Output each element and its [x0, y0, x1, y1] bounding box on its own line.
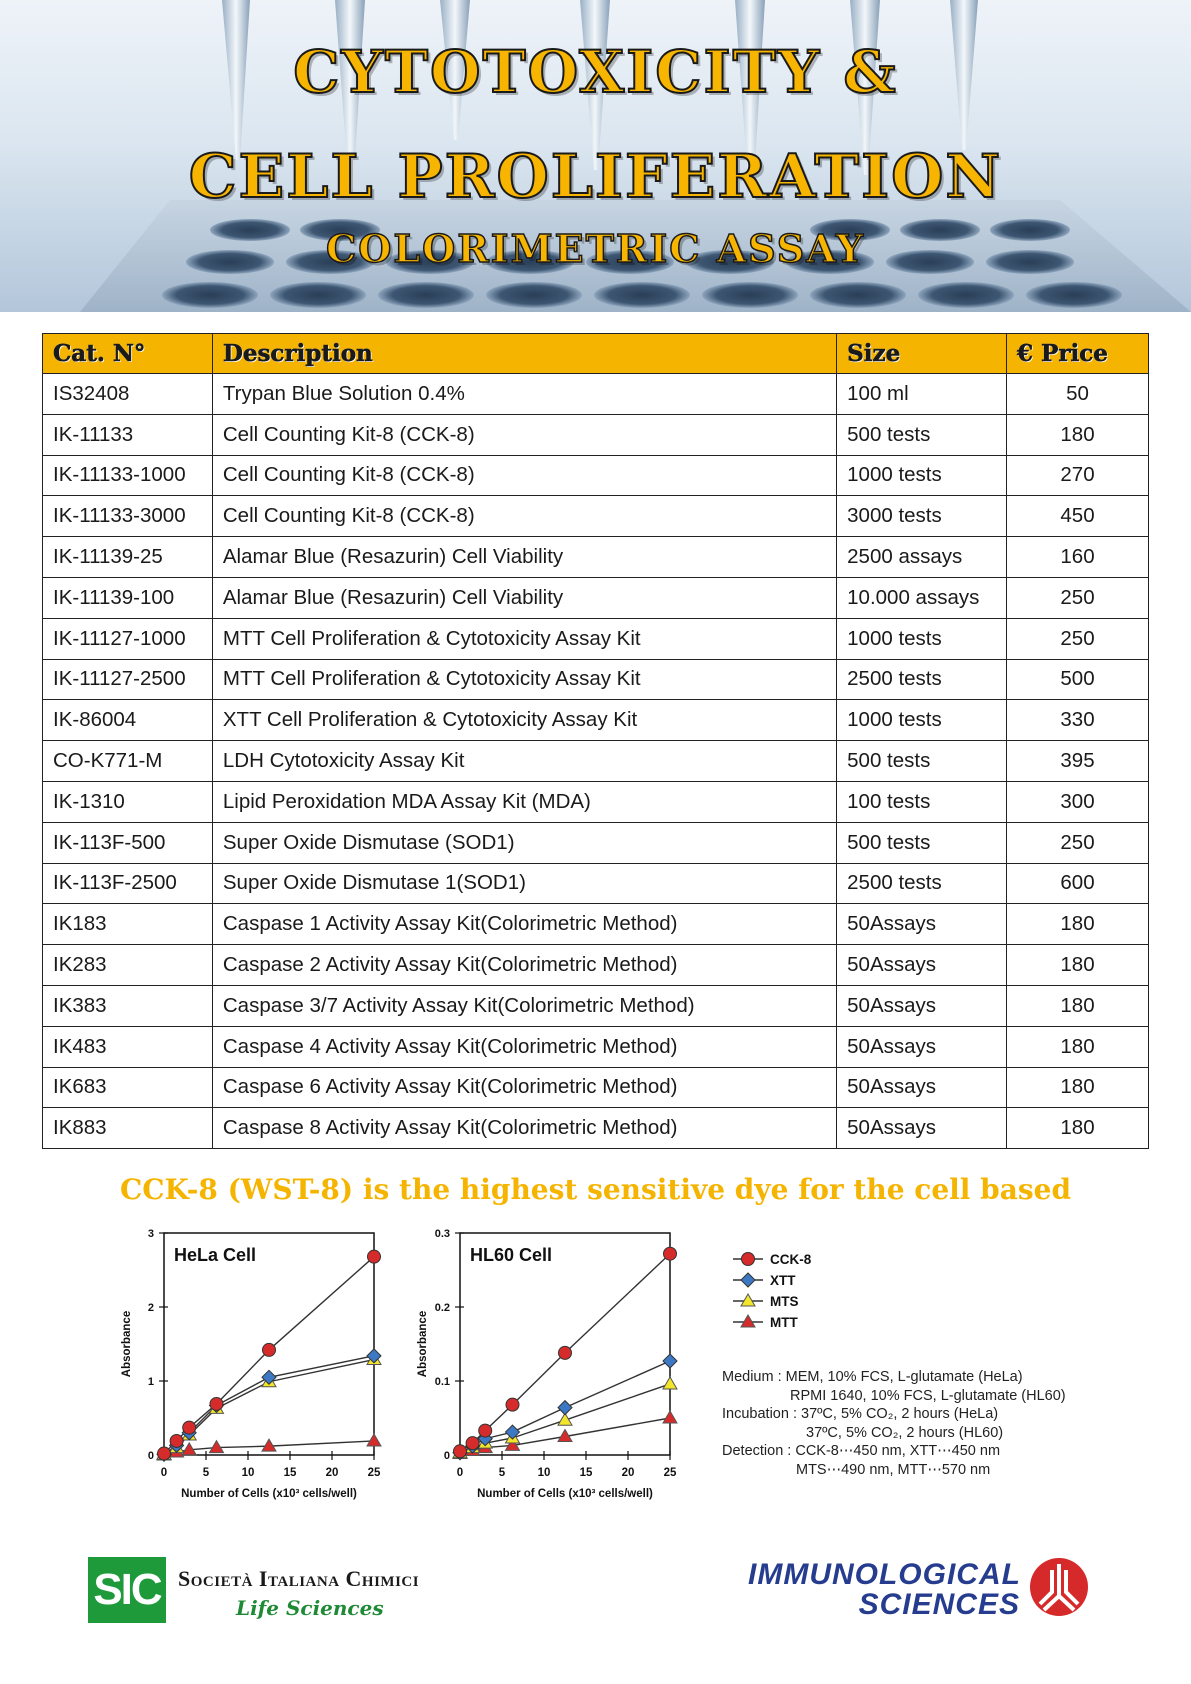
chart-title: HL60 Cell — [470, 1245, 553, 1265]
point-cck-8 — [454, 1445, 467, 1458]
product-table — [42, 333, 1149, 1149]
cell-price: 450 — [1007, 496, 1149, 537]
table-row — [43, 945, 1149, 986]
note-medium: Medium : MEM, 10% FCS, L-glutamate (HeLa) — [722, 1369, 1023, 1385]
cell-price: 50 — [1007, 374, 1149, 415]
legend-label: CCK-8 — [770, 1252, 812, 1267]
table-row — [43, 781, 1149, 822]
y-tick-label: 3 — [147, 1228, 154, 1240]
table-row — [43, 1026, 1149, 1067]
legend-label: XTT — [770, 1273, 796, 1288]
cell-size: 500 tests — [837, 741, 1007, 782]
point-cck-8 — [210, 1397, 223, 1410]
x-tick-label: 25 — [367, 1467, 381, 1479]
cell-size: 50Assays — [837, 904, 1007, 945]
table-row — [43, 741, 1149, 782]
cell-cat: IK683 — [43, 1067, 213, 1108]
tagline: CCK-8 (WST-8) is the highest sensitive dye for the cell based — [119, 1173, 1072, 1206]
cell-cat: CO-K771-M — [43, 741, 213, 782]
table-row — [43, 904, 1149, 945]
cell-price: 500 — [1007, 659, 1149, 700]
cell-cat: IK-11133-3000 — [43, 496, 213, 537]
point-cck-8 — [559, 1346, 572, 1359]
sic-life-sciences: Life Sciences — [236, 1596, 384, 1620]
legend-marker-mtt — [741, 1315, 755, 1327]
cell-desc: MTT Cell Proliferation & Cytotoxicity Assay Kit — [212, 618, 836, 659]
table-row — [43, 537, 1149, 578]
chart-title: HeLa Cell — [174, 1245, 257, 1265]
x-tick-label: 0 — [160, 1467, 168, 1479]
header-banner — [0, 0, 1191, 312]
cell-size: 1000 tests — [837, 618, 1007, 659]
cell-price: 300 — [1007, 781, 1149, 822]
point-cck-8 — [479, 1424, 492, 1437]
sic-company-name — [178, 1566, 419, 1592]
immunological-sciences-logo-text — [748, 1560, 1020, 1620]
table-row — [43, 618, 1149, 659]
point-cck-8 — [664, 1247, 677, 1260]
y-tick-label: 1 — [147, 1376, 154, 1388]
table-row — [43, 455, 1149, 496]
table-header-row — [43, 334, 1149, 374]
subtitle: COLORIMETRIC ASSAY — [326, 226, 865, 271]
table-row — [43, 659, 1149, 700]
cell-price: 330 — [1007, 700, 1149, 741]
header-description: Description — [212, 334, 836, 374]
y-axis-label: Absorbance — [417, 1310, 429, 1378]
note-detection: Detection : CCK-8⋯450 nm, XTT⋯450 nm — [722, 1443, 1001, 1459]
cell-size: 500 tests — [837, 822, 1007, 863]
cell-desc: Caspase 1 Activity Assay Kit(Colorimetric Method) — [212, 904, 836, 945]
cell-price: 180 — [1007, 904, 1149, 945]
cell-size: 50Assays — [837, 945, 1007, 986]
chart-legend — [730, 1248, 840, 1342]
point-cck-8 — [263, 1343, 276, 1356]
cell-price: 250 — [1007, 577, 1149, 618]
cell-desc: Lipid Peroxidation MDA Assay Kit (MDA) — [212, 781, 836, 822]
cell-price: 180 — [1007, 985, 1149, 1026]
cell-price: 600 — [1007, 863, 1149, 904]
cell-cat: IK483 — [43, 1026, 213, 1067]
point-cck-8 — [466, 1437, 479, 1450]
cell-size: 2500 tests — [837, 659, 1007, 700]
x-tick-label: 5 — [498, 1467, 506, 1479]
cell-desc: Alamar Blue (Resazurin) Cell Viability — [212, 537, 836, 578]
header-price: € Price — [1007, 334, 1149, 374]
cell-price: 180 — [1007, 1026, 1149, 1067]
cell-cat: IK-86004 — [43, 700, 213, 741]
x-tick-label: 5 — [202, 1467, 210, 1479]
table-row — [43, 700, 1149, 741]
hl60-chart — [408, 1225, 698, 1514]
cell-size: 2500 assays — [837, 537, 1007, 578]
cell-size: 50Assays — [837, 985, 1007, 1026]
legend-marker-mts — [741, 1294, 755, 1306]
cell-cat: IK-11139-100 — [43, 577, 213, 618]
point-cck-8 — [158, 1447, 171, 1460]
table-row — [43, 414, 1149, 455]
point-cck-8 — [183, 1421, 196, 1434]
cell-price: 160 — [1007, 537, 1149, 578]
cell-cat: IK-11139-25 — [43, 537, 213, 578]
x-axis-label: Number of Cells (x10³ cells/well) — [181, 1488, 357, 1500]
x-tick-label: 20 — [325, 1467, 339, 1479]
table-row — [43, 863, 1149, 904]
y-tick-label: 2 — [147, 1302, 154, 1314]
cell-desc: Cell Counting Kit-8 (CCK-8) — [212, 455, 836, 496]
table-row — [43, 374, 1149, 415]
cell-cat: IK883 — [43, 1108, 213, 1149]
note-detection-2: MTS⋯490 nm, MTT⋯570 nm — [796, 1461, 991, 1478]
cell-desc: Caspase 2 Activity Assay Kit(Colorimetric Method) — [212, 945, 836, 986]
note-incubation-hl60: 37ºC, 5% CO₂, 2 hours (HL60) — [806, 1424, 1004, 1441]
table-row — [43, 496, 1149, 537]
cell-desc: Caspase 6 Activity Assay Kit(Colorimetric Method) — [212, 1067, 836, 1108]
cell-size: 50Assays — [837, 1026, 1007, 1067]
immunological-sciences-emblem — [1028, 1556, 1090, 1618]
cell-cat: IK-1310 — [43, 781, 213, 822]
x-tick-label: 25 — [663, 1467, 677, 1479]
cell-price: 250 — [1007, 822, 1149, 863]
cell-size: 100 tests — [837, 781, 1007, 822]
cell-size: 500 tests — [837, 414, 1007, 455]
table-row — [43, 577, 1149, 618]
cell-desc: Trypan Blue Solution 0.4% — [212, 374, 836, 415]
cell-cat: IK-113F-500 — [43, 822, 213, 863]
title-line-2: CELL PROLIFERATION — [188, 142, 1003, 212]
cell-desc: Cell Counting Kit-8 (CCK-8) — [212, 414, 836, 455]
cell-cat: IK-11127-1000 — [43, 618, 213, 659]
header-size: Size — [837, 334, 1007, 374]
cell-size: 1000 tests — [837, 700, 1007, 741]
chart-legend-svg — [730, 1248, 840, 1338]
x-tick-label: 0 — [456, 1467, 464, 1479]
cell-cat: IK-11127-2500 — [43, 659, 213, 700]
table-row — [43, 1108, 1149, 1149]
table-row — [43, 1067, 1149, 1108]
legend-label: MTS — [770, 1294, 799, 1309]
cell-cat: IS32408 — [43, 374, 213, 415]
cell-cat: IK383 — [43, 985, 213, 1026]
cell-cat: IK-11133 — [43, 414, 213, 455]
sic-company-name-text: Società Italiana Chimici — [178, 1566, 420, 1591]
cell-price: 270 — [1007, 455, 1149, 496]
cell-size: 50Assays — [837, 1067, 1007, 1108]
x-tick-label: 15 — [579, 1467, 593, 1479]
cell-desc: XTT Cell Proliferation & Cytotoxicity Assay Kit — [212, 700, 836, 741]
cell-price: 180 — [1007, 945, 1149, 986]
cell-size: 1000 tests — [837, 455, 1007, 496]
point-cck-8 — [368, 1250, 381, 1263]
imm-line-1: IMMUNOLOGICAL — [748, 1558, 1021, 1591]
x-axis-label: Number of Cells (x10³ cells/well) — [477, 1488, 653, 1500]
cell-desc: MTT Cell Proliferation & Cytotoxicity Assay Kit — [212, 659, 836, 700]
header-cat-no: Cat. N° — [43, 334, 213, 374]
cell-size: 3000 tests — [837, 496, 1007, 537]
point-cck-8 — [170, 1434, 183, 1447]
x-tick-label: 10 — [537, 1467, 551, 1479]
hl60-chart-svg — [408, 1225, 698, 1510]
hela-chart-svg — [112, 1225, 402, 1510]
table-row — [43, 985, 1149, 1026]
cell-desc: LDH Cytotoxicity Assay Kit — [212, 741, 836, 782]
cell-price: 250 — [1007, 618, 1149, 659]
y-tick-label: 0 — [147, 1450, 154, 1462]
hela-chart — [112, 1225, 402, 1514]
sic-logo: SIC — [88, 1557, 166, 1623]
cell-desc: Caspase 4 Activity Assay Kit(Colorimetric Method) — [212, 1026, 836, 1067]
cell-price: 180 — [1007, 1067, 1149, 1108]
x-tick-label: 10 — [241, 1467, 255, 1479]
cell-desc: Cell Counting Kit-8 (CCK-8) — [212, 496, 836, 537]
y-tick-label: 0 — [443, 1450, 450, 1462]
y-tick-label: 0.1 — [434, 1376, 450, 1388]
cell-price: 180 — [1007, 1108, 1149, 1149]
y-axis-label: Absorbance — [121, 1310, 133, 1378]
cell-cat: IK283 — [43, 945, 213, 986]
cell-desc: Caspase 3/7 Activity Assay Kit(Colorimetric Method) — [212, 985, 836, 1026]
note-medium-hl60: RPMI 1640, 10% FCS, L-glutamate (HL60) — [790, 1387, 1066, 1404]
cell-size: 10.000 assays — [837, 577, 1007, 618]
cell-price: 180 — [1007, 414, 1149, 455]
note-incubation: Incubation : 37ºC, 5% CO₂, 2 hours (HeLa) — [722, 1406, 999, 1422]
point-cck-8 — [506, 1398, 519, 1411]
legend-label: MTT — [770, 1315, 798, 1330]
cell-cat: IK183 — [43, 904, 213, 945]
y-tick-label: 0.3 — [434, 1228, 450, 1240]
y-tick-label: 0.2 — [434, 1302, 450, 1314]
cell-desc: Caspase 8 Activity Assay Kit(Colorimetric Method) — [212, 1108, 836, 1149]
cell-price: 395 — [1007, 741, 1149, 782]
cell-size: 50Assays — [837, 1108, 1007, 1149]
cell-desc: Super Oxide Dismutase (SOD1) — [212, 822, 836, 863]
table-row — [43, 822, 1149, 863]
cell-cat: IK-11133-1000 — [43, 455, 213, 496]
title-line-1: CYTOTOXICITY & — [293, 38, 898, 106]
assay-conditions — [722, 1368, 1066, 1479]
legend-marker-xtt — [741, 1273, 755, 1287]
cell-cat: IK-113F-2500 — [43, 863, 213, 904]
x-tick-label: 20 — [621, 1467, 635, 1479]
legend-marker-cck-8 — [742, 1253, 755, 1266]
cell-size: 100 ml — [837, 374, 1007, 415]
cell-size: 2500 tests — [837, 863, 1007, 904]
x-tick-label: 15 — [283, 1467, 297, 1479]
cell-desc: Alamar Blue (Resazurin) Cell Viability — [212, 577, 836, 618]
imm-line-2: SCIENCES — [858, 1588, 1020, 1621]
cell-desc: Super Oxide Dismutase 1(SOD1) — [212, 863, 836, 904]
